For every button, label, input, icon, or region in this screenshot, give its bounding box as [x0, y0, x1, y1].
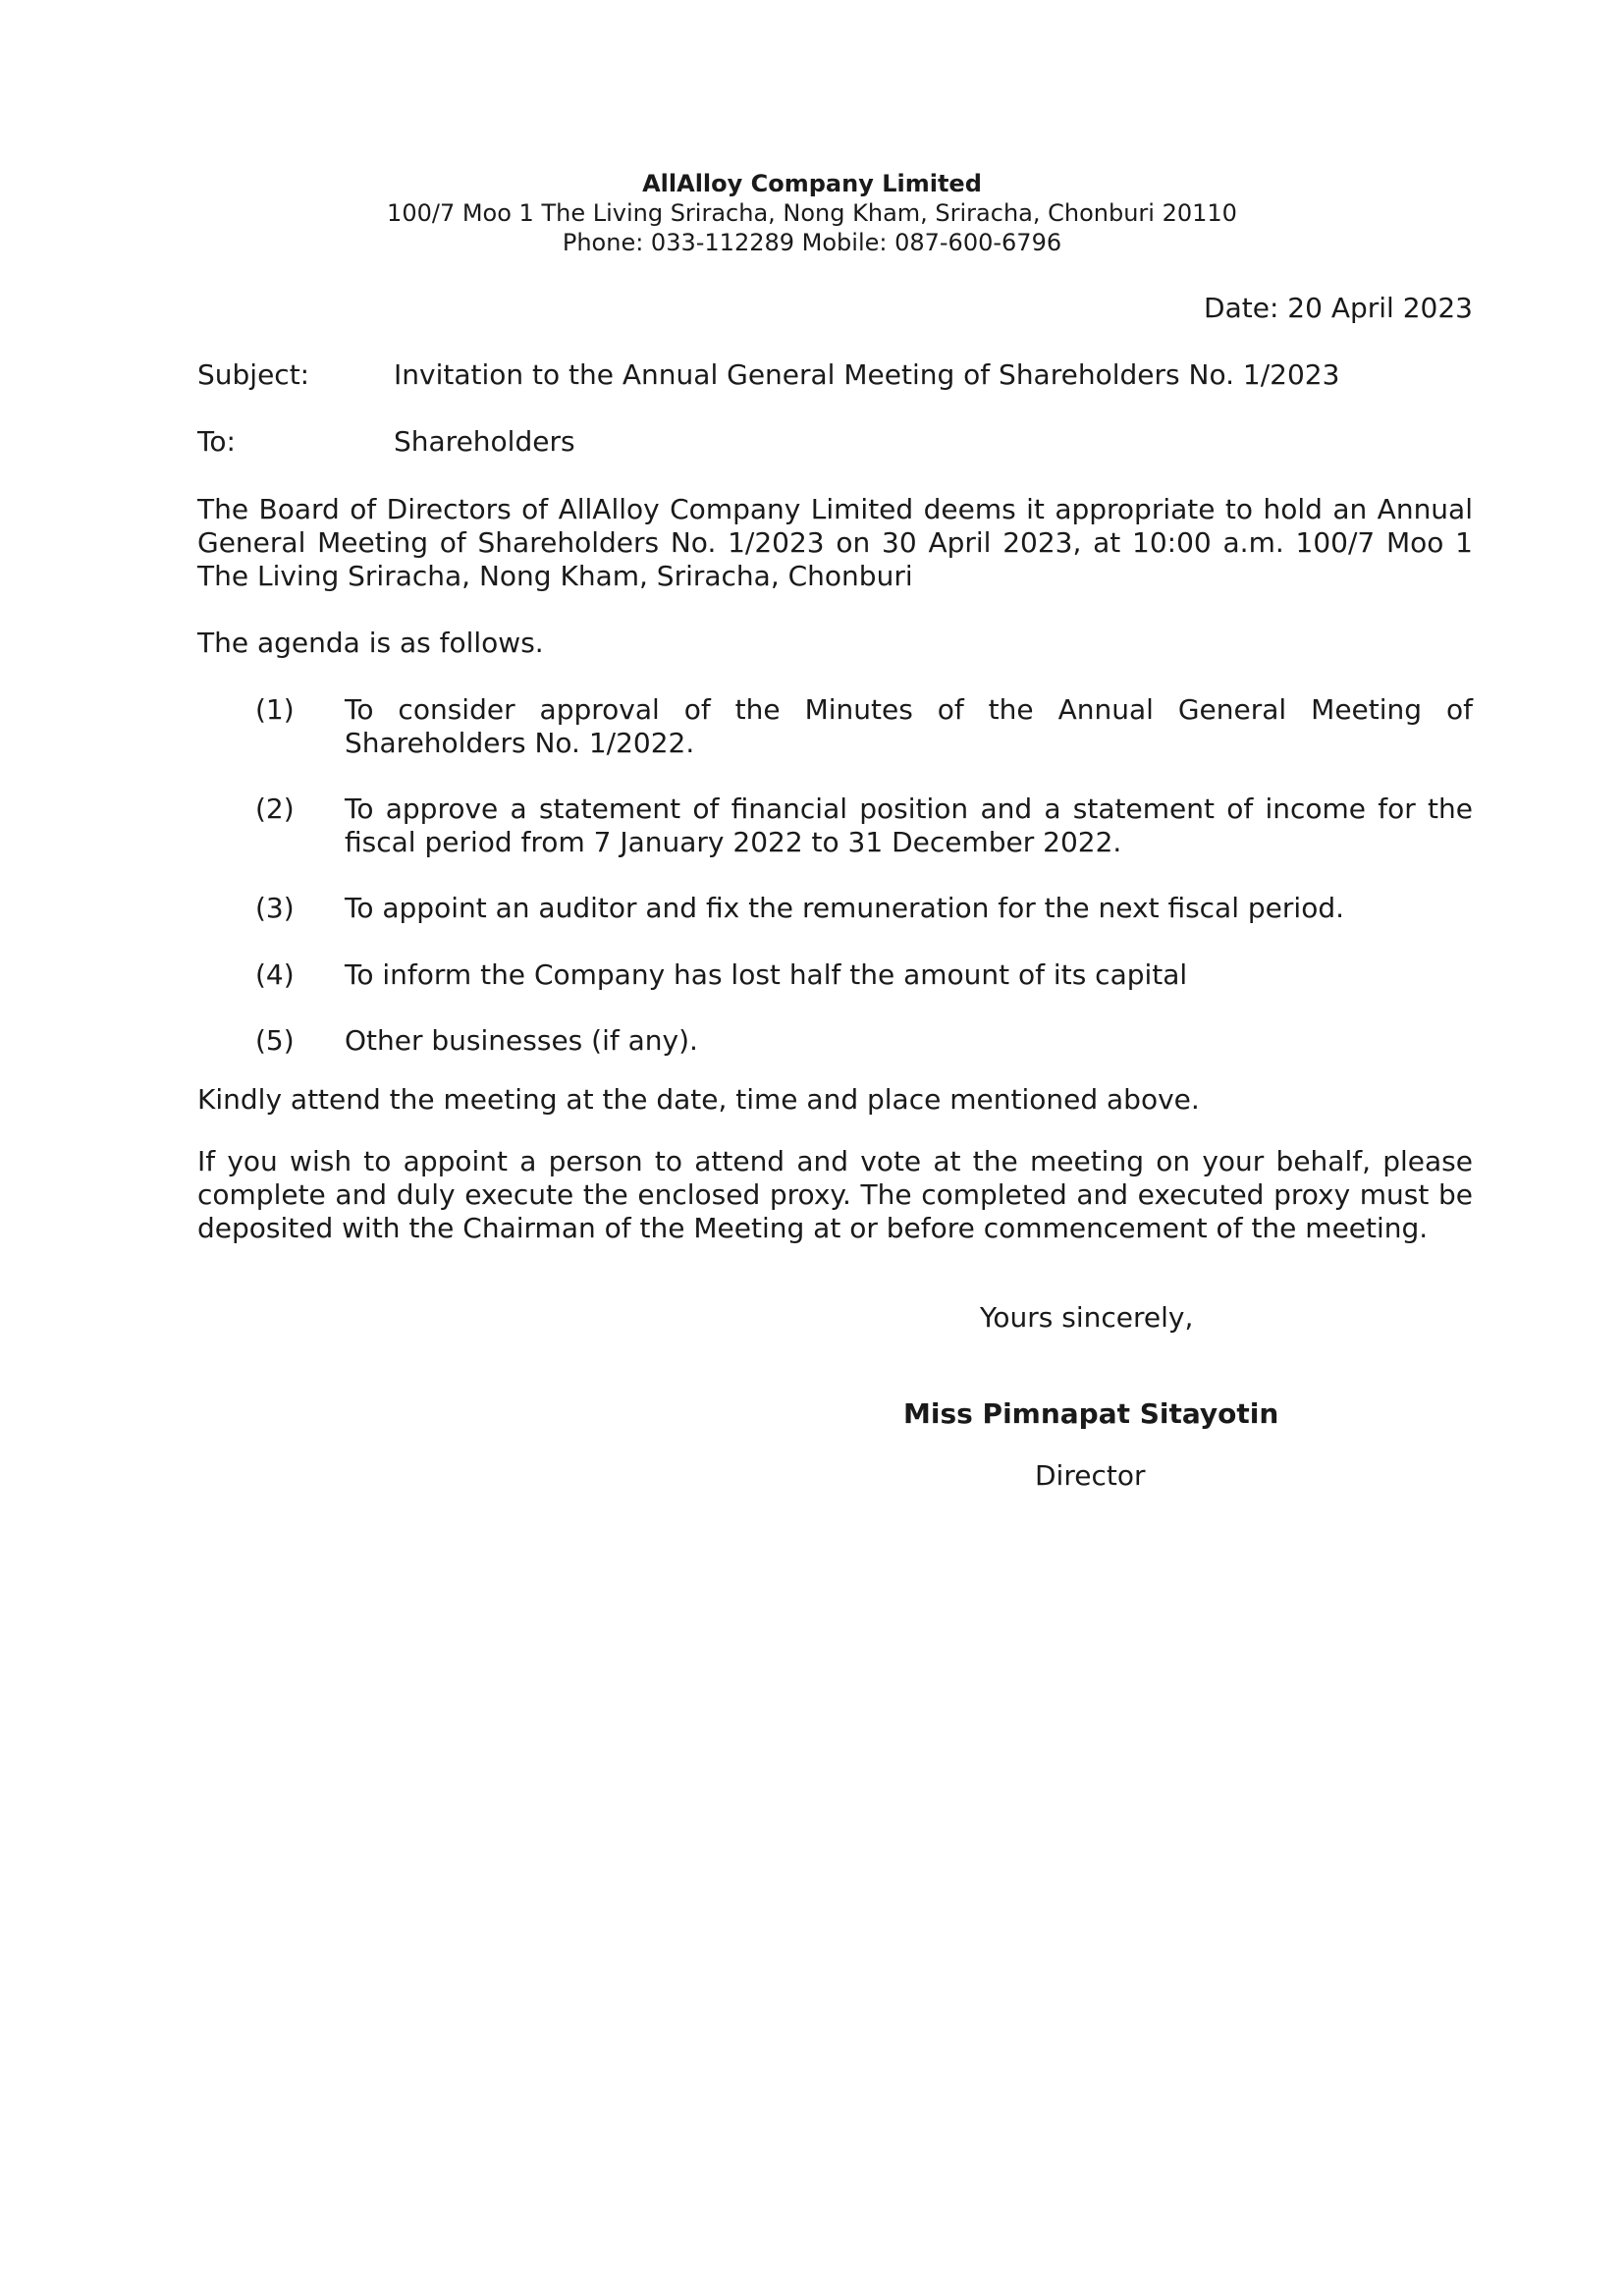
company-name: AllAlloy Company Limited [642, 170, 982, 197]
letterhead [0, 169, 1624, 257]
to-value: Shareholders [394, 425, 575, 458]
agenda-text: To inform the Company has lost half the amount of its capital [345, 958, 1188, 991]
agenda-number: (5) [255, 1024, 295, 1057]
subject-value: Invitation to the Annual General Meeting of Shareholders No. 1/2023 [394, 358, 1340, 391]
signer-name: Miss Pimnapat Sitayotin [903, 1397, 1279, 1430]
subject-row [197, 357, 1339, 393]
subject-label: Subject: [197, 358, 310, 391]
agenda-intro: The agenda is as follows. [197, 627, 544, 659]
closing-salutation: Yours sincerely, [980, 1301, 1194, 1334]
signer-title: Director [1035, 1459, 1146, 1492]
agenda-number: (2) [255, 793, 295, 825]
to-row [197, 424, 575, 460]
agenda-text: Other businesses (if any). [345, 1024, 698, 1057]
intro-paragraph: The Board of Directors of AllAlloy Company Limited deems it appropriate to hold an Annual General Meeting of Shareholders No. 1/2023 on 30 April 2023, at 10:00 a.m. 100/7 Moo 1 The Living Sriracha, Nong Kham, Sriracha, Chonburi [197, 493, 1473, 592]
proxy-note: If you wish to appoint a person to attend and vote at the meeting on your behalf, please complete and duly execute the enclosed proxy. The completed and executed proxy must be deposited with the Chairman of the Meeting at or before commencement of the meeting. [197, 1145, 1473, 1244]
to-label: To: [197, 425, 236, 458]
attend-note: Kindly attend the meeting at the date, time and place mentioned above. [197, 1083, 1200, 1116]
agenda-text: To appoint an auditor and fix the remuneration for the next fiscal period. [345, 892, 1344, 924]
agenda-number: (3) [255, 892, 295, 924]
agenda-number: (4) [255, 958, 295, 991]
agenda-number: (1) [255, 693, 295, 726]
letter-date: Date: 20 April 2023 [1204, 292, 1473, 324]
agenda-text: To consider approval of the Minutes of the Annual General Meeting of Shareholders No. 1/2022. [345, 693, 1473, 759]
company-address: 100/7 Moo 1 The Living Sriracha, Nong Kham, Sriracha, Chonburi 20110 [387, 199, 1237, 227]
agenda-text: To approve a statement of financial position and a statement of income for the fiscal period from 7 January 2022 to 31 December 2022. [345, 793, 1473, 858]
company-contact: Phone: 033-112289 Mobile: 087-600-6796 [562, 229, 1062, 256]
